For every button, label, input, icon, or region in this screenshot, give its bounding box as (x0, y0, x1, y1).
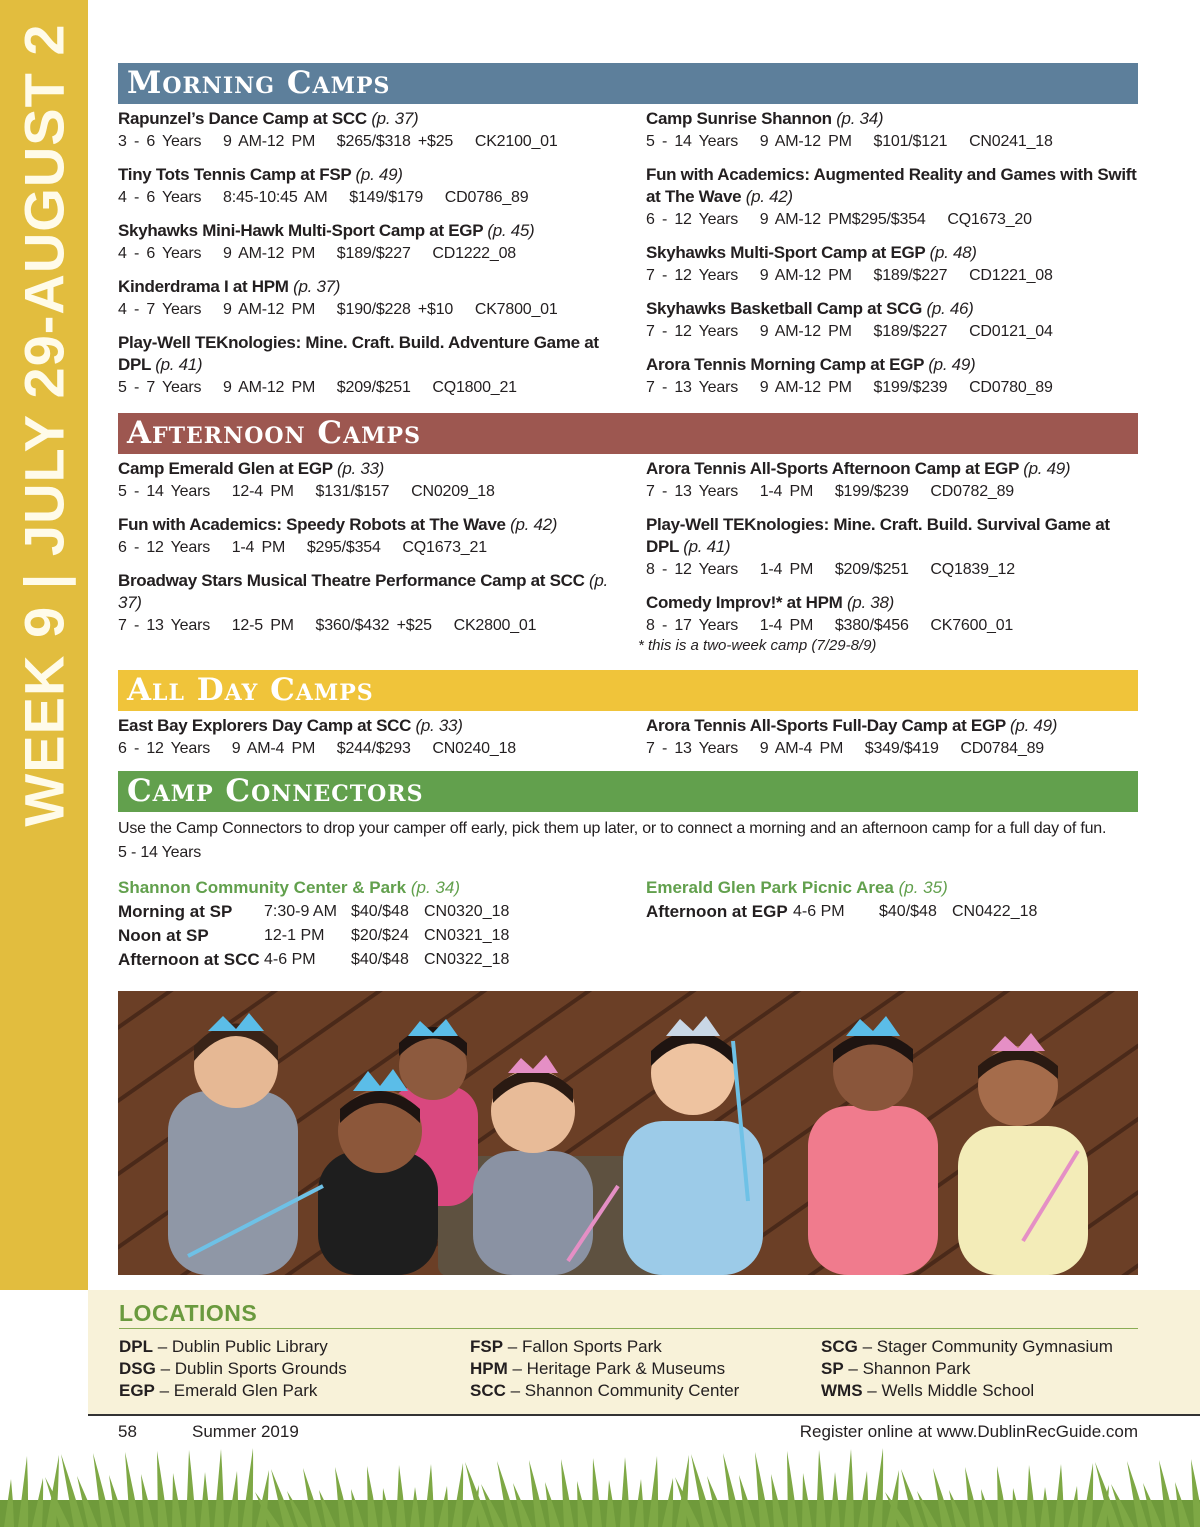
connector-code: CN0321_18 (424, 927, 510, 944)
camp-title (646, 164, 1138, 208)
connector-row (118, 948, 618, 972)
camp-details: 7 - 13 Years 9 AM-12 PM $199/$239 CD0780_89 (646, 379, 1053, 396)
connector-price: $20/$24 (351, 927, 409, 944)
camp-name: Tiny Tots Tennis Camp at FSP (118, 165, 352, 184)
camp-details: 4 - 6 Years 8:45-10:45 AM $149/$179 CD0786_89 (118, 189, 529, 206)
camp-details: 7 - 13 Years 12-5 PM $360/$432 +$25 CK2800_01 (118, 617, 537, 634)
camp-name: Camp Emerald Glen at EGP (118, 459, 333, 478)
camp-name: Comedy Improv!* at HPM (646, 593, 843, 612)
page-reference: (p. 46) (926, 299, 974, 318)
camp-title (646, 592, 1138, 614)
connectors-list (118, 876, 1138, 972)
camp-listing (118, 514, 618, 560)
connector-location-heading (646, 876, 1138, 900)
page-reference: (p. 49) (355, 165, 403, 184)
connector-time: 4-6 PM (264, 951, 316, 968)
camp-listing (118, 220, 618, 266)
location-item (119, 1336, 347, 1358)
camp-name: Rapunzel’s Dance Camp at SCC (118, 109, 367, 128)
allday-left-column (118, 711, 618, 761)
camp-details: 4 - 7 Years 9 AM-12 PM $190/$228 +$10 CK7800_01 (118, 301, 558, 318)
location-item (470, 1336, 739, 1358)
camp-listing (118, 715, 618, 761)
page-reference: (p. 33) (415, 716, 463, 735)
page-reference: (p. 49) (928, 355, 976, 374)
location-name: – Shannon Park (843, 1359, 971, 1378)
camp-name: Arora Tennis All-Sports Afternoon Camp at EGP (646, 459, 1019, 478)
morning-camps-list (118, 104, 1138, 400)
camp-details: 5 - 7 Years 9 AM-12 PM $209/$251 CQ1800_21 (118, 379, 517, 396)
page-reference: (p. 41) (155, 355, 203, 374)
page-reference: (p. 35) (898, 878, 948, 897)
camp-title (646, 514, 1138, 558)
camp-name: Play-Well TEKnologies: Mine. Craft. Build. Adventure Game at DPL (118, 333, 599, 374)
camps-content (118, 63, 1138, 972)
camp-name: Fun with Academics: Augmented Reality and Games with Swift at The Wave (646, 165, 1137, 206)
camp-details: 4 - 6 Years 9 AM-12 PM $189/$227 CD1222_08 (118, 245, 516, 262)
connector-location-heading (118, 876, 618, 900)
camp-listing (646, 242, 1138, 288)
connector-code: CN0422_18 (952, 903, 1038, 920)
kids-princess-photo (118, 991, 1138, 1275)
location-name: – Wells Middle School (862, 1381, 1035, 1400)
camp-name: Play-Well TEKnologies: Mine. Craft. Build. Survival Game at DPL (646, 515, 1110, 556)
morning-right-column (646, 104, 1138, 400)
page-reference: (p. 48) (929, 243, 977, 262)
connectors-ages: 5 - 14 Years (118, 844, 201, 861)
camp-listing (118, 570, 618, 638)
camp-title (118, 514, 618, 536)
connector-label: Morning at SP (118, 902, 233, 921)
page-reference: (p. 42) (745, 187, 793, 206)
camp-listing (118, 458, 618, 504)
connector-label: Noon at SP (118, 926, 209, 945)
location-name: – Stager Community Gymnasium (857, 1337, 1113, 1356)
camp-listing (646, 298, 1138, 344)
connector-time: 7:30-9 AM (264, 903, 337, 920)
grass-decoration (0, 1440, 1200, 1527)
connector-code: CN0320_18 (424, 903, 510, 920)
allday-right-column (646, 711, 1138, 761)
camp-listing (646, 458, 1138, 504)
photo-illustration (118, 991, 1138, 1275)
location-code: FSP (470, 1337, 504, 1356)
all-day-camps-list (118, 711, 1138, 761)
connectors-description-text: Use the Camp Connectors to drop your camper off early, pick them up later, or to connect a morning and an afternoon camp for a full day of fun. (118, 820, 1107, 837)
location-name: – Emerald Glen Park (154, 1381, 318, 1400)
location-item (821, 1380, 1113, 1402)
locations-panel (88, 1290, 1200, 1414)
location-item (119, 1380, 347, 1402)
camp-details: 5 - 14 Years 9 AM-12 PM $101/$121 CN0241_18 (646, 133, 1053, 150)
camp-title (646, 715, 1138, 737)
all-day-camps-header: All Day Camps (118, 670, 1138, 711)
camp-details: 6 - 12 Years 9 AM-4 PM $244/$293 CN0240_18 (118, 740, 516, 757)
page-reference: (p. 38) (846, 593, 894, 612)
connectors-left (118, 876, 618, 972)
location-code: WMS (821, 1381, 863, 1400)
camp-listing (646, 715, 1138, 761)
camp-listing (646, 164, 1138, 232)
camp-details: 8 - 12 Years 1-4 PM $209/$251 CQ1839_12 (646, 561, 1015, 578)
locations-divider (119, 1328, 1138, 1329)
camp-title (118, 164, 618, 186)
morning-camps-header: Morning Camps (118, 63, 1138, 104)
camp-title (118, 458, 618, 480)
location-item (119, 1358, 347, 1380)
morning-left-column (118, 104, 618, 400)
page-reference: (p. 42) (510, 515, 558, 534)
location-name: – Dublin Public Library (153, 1337, 328, 1356)
week-title: WEEK 9 | JULY 29-AUGUST 2 (12, 23, 76, 827)
footer-season: Summer 2019 (192, 1422, 299, 1441)
camp-listing (118, 276, 618, 322)
camp-name: Skyhawks Basketball Camp at SCG (646, 299, 923, 318)
camp-name: Kinderdrama I at HPM (118, 277, 289, 296)
location-code: SP (821, 1359, 844, 1378)
afternoon-camps-list (118, 454, 1138, 654)
location-item (821, 1336, 1113, 1358)
connector-row (118, 924, 618, 948)
camp-listing (118, 332, 618, 400)
camp-name: Skyhawks Mini-Hawk Multi-Sport Camp at EGP (118, 221, 483, 240)
camp-listing (646, 108, 1138, 154)
camp-title (646, 298, 1138, 320)
camp-details: 7 - 13 Years 9 AM-4 PM $349/$419 CD0784_89 (646, 740, 1044, 757)
camp-name: Fun with Academics: Speedy Robots at The Wave (118, 515, 506, 534)
camp-listing (646, 514, 1138, 582)
camp-name: Camp Sunrise Shannon (646, 109, 832, 128)
camp-title (118, 220, 618, 242)
page-reference: (p. 37) (371, 109, 419, 128)
camp-title (646, 458, 1138, 480)
location-name: – Dublin Sports Grounds (155, 1359, 347, 1378)
location-code: EGP (119, 1381, 155, 1400)
camp-title (646, 242, 1138, 264)
camp-title (118, 715, 618, 737)
camp-listing (118, 108, 618, 154)
side-band (0, 0, 88, 1290)
locations-column-3 (821, 1336, 1113, 1402)
afternoon-camps-header: Afternoon Camps (118, 413, 1138, 454)
camp-name: Arora Tennis All-Sports Full-Day Camp at EGP (646, 716, 1006, 735)
page-reference: (p. 37) (118, 571, 608, 612)
camp-title (118, 276, 618, 298)
camp-note: * this is a two-week camp (7/29-8/9) (638, 637, 877, 654)
camp-details: 3 - 6 Years 9 AM-12 PM $265/$318 +$25 CK2100_01 (118, 133, 558, 150)
location-code: SCC (470, 1381, 506, 1400)
camp-name: Arora Tennis Morning Camp at EGP (646, 355, 924, 374)
camp-listing (646, 354, 1138, 400)
page-reference: (p. 45) (487, 221, 535, 240)
camp-details: 5 - 14 Years 12-4 PM $131/$157 CN0209_18 (118, 483, 495, 500)
camp-details: 7 - 12 Years 9 AM-12 PM $189/$227 CD0121_04 (646, 323, 1053, 340)
footer-divider (88, 1414, 1200, 1416)
page-reference: (p. 49) (1010, 716, 1058, 735)
connector-price: $40/$48 (351, 903, 409, 920)
location-name: – Fallon Sports Park (503, 1337, 662, 1356)
page-reference: (p. 49) (1023, 459, 1071, 478)
register-link[interactable]: Register online at www.DublinRecGuide.com (799, 1422, 1138, 1441)
camp-title (118, 332, 618, 376)
afternoon-right-column (638, 454, 1138, 654)
location-code: DPL (119, 1337, 153, 1356)
connector-row (646, 900, 1138, 924)
camp-details: 6 - 12 Years 1-4 PM $295/$354 CQ1673_21 (118, 539, 487, 556)
connector-time: 12-1 PM (264, 927, 325, 944)
camp-name: Broadway Stars Musical Theatre Performance Camp at SCC (118, 571, 585, 590)
connector-location-name: Shannon Community Center & Park (118, 878, 407, 897)
location-name: – Shannon Community Center (505, 1381, 740, 1400)
connector-price: $40/$48 (351, 951, 409, 968)
camp-title (646, 108, 1138, 130)
locations-column-1 (119, 1336, 347, 1402)
connector-label: Afternoon at EGP (646, 902, 788, 921)
locations-title: LOCATIONS (119, 1300, 258, 1326)
camp-name: East Bay Explorers Day Camp at SCC (118, 716, 412, 735)
location-code: DSG (119, 1359, 156, 1378)
page-reference: (p. 34) (410, 878, 460, 897)
location-item (821, 1358, 1113, 1380)
location-item (470, 1380, 739, 1402)
page-number: 58 (118, 1422, 137, 1441)
camp-title (646, 354, 1138, 376)
camp-details: 7 - 13 Years 1-4 PM $199/$239 CD0782_89 (646, 483, 1015, 500)
location-code: SCG (821, 1337, 858, 1356)
connectors-description (118, 817, 1138, 865)
connector-price: $40/$48 (879, 903, 937, 920)
camp-title (118, 108, 618, 130)
camp-details: 7 - 12 Years 9 AM-12 PM $189/$227 CD1221_08 (646, 267, 1053, 284)
page-reference: (p. 34) (836, 109, 884, 128)
location-name: – Heritage Park & Museums (507, 1359, 726, 1378)
connector-location-name: Emerald Glen Park Picnic Area (646, 878, 894, 897)
connector-code: CN0322_18 (424, 951, 510, 968)
camp-title (118, 570, 618, 614)
camp-name: Skyhawks Multi-Sport Camp at EGP (646, 243, 926, 262)
camp-details: 8 - 17 Years 1-4 PM $380/$456 CK7600_01 (646, 617, 1014, 634)
page-reference: (p. 33) (336, 459, 384, 478)
page-reference: (p. 41) (683, 537, 731, 556)
camp-listing (638, 592, 1138, 654)
camp-listing (118, 164, 618, 210)
camp-details: 6 - 12 Years 9 AM-12 PM$295/$354 CQ1673_20 (646, 211, 1032, 228)
location-item (470, 1358, 739, 1380)
camp-connectors-header: Camp Connectors (118, 771, 1138, 812)
afternoon-left-column (118, 454, 618, 654)
locations-column-2 (470, 1336, 739, 1402)
page-reference: (p. 37) (293, 277, 341, 296)
connector-row (118, 900, 618, 924)
connector-time: 4-6 PM (793, 903, 845, 920)
connectors-right (646, 876, 1138, 972)
connector-label: Afternoon at SCC (118, 950, 260, 969)
location-code: HPM (470, 1359, 508, 1378)
